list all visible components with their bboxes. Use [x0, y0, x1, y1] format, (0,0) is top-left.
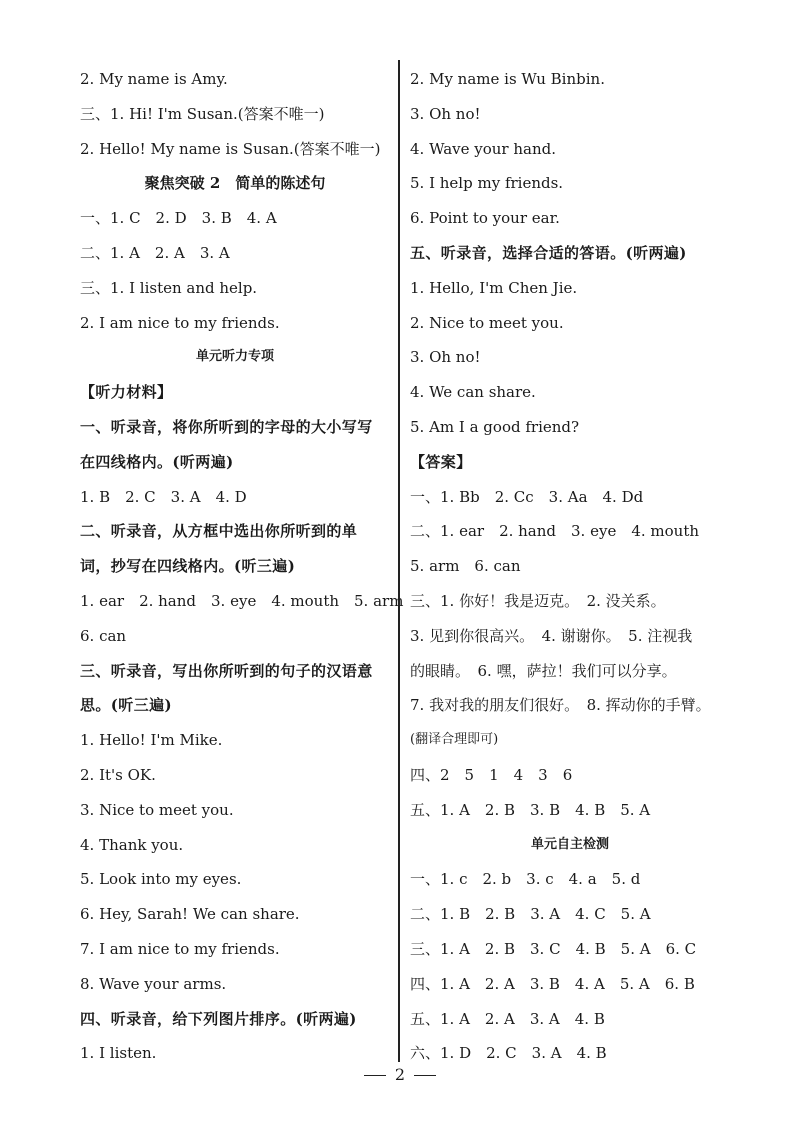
answer-line: 二、1. A 2. A 3. A — [80, 243, 230, 262]
answer-line: 2. Nice to meet you. — [410, 313, 564, 332]
page-number: 2 — [394, 1065, 406, 1084]
answer-line: 5. arm 6. can — [410, 557, 521, 576]
answer-line: 1. B 2. C 3. A 4. D — [80, 487, 247, 506]
answer-line: 5. Am I a good friend? — [410, 417, 580, 436]
question-prompt: 一、听录音，将你所听到的字母的大小写写 — [80, 417, 373, 436]
question-prompt: 词，抄写在四线格内。(听三遍) — [80, 557, 296, 576]
answer-line: 五、1. A 2. B 3. B 4. B 5. A — [410, 800, 651, 819]
answer-line: 1. Hello, I'm Chen Jie. — [410, 278, 578, 297]
answer-line: 五、1. A 2. A 3. A 4. B — [410, 1009, 605, 1028]
column-divider — [398, 60, 400, 1062]
answer-line: 三、1. Hi! I'm Susan.(答案不唯一) — [80, 104, 325, 123]
question-prompt: 【听力材料】 — [80, 383, 173, 402]
question-prompt: 五、听录音，选择合适的答语。(听两遍) — [410, 243, 687, 262]
answer-line: 6. Hey, Sarah! We can share. — [80, 905, 300, 924]
question-prompt: 二、听录音，从方框中选出你所听到的单 — [80, 522, 358, 541]
question-prompt: 三、听录音，写出你所听到的句子的汉语意 — [80, 661, 373, 680]
question-prompt: 在四线格内。(听两遍) — [80, 452, 234, 471]
answer-line: 2. My name is Wu Binbin. — [410, 70, 605, 88]
page-footer — [0, 1062, 800, 1088]
answer-line: 三、1. I listen and help. — [80, 278, 258, 297]
answer-line: 1. ear 2. hand 3. eye 4. mouth 5. arm — [80, 591, 404, 610]
right-column — [410, 62, 730, 1071]
answer-line: 8. Wave your arms. — [80, 974, 227, 993]
answer-line: 4. We can share. — [410, 383, 536, 402]
answer-line: 三、1. 你好！我是迈克。 2. 没关系。 — [410, 591, 666, 610]
answer-line: 3. Oh no! — [410, 104, 481, 123]
answer-line: 三、1. A 2. B 3. C 4. B 5. A 6. C — [410, 939, 697, 958]
answer-line: 4. Wave your hand. — [410, 139, 556, 158]
answer-line: 3. Oh no! — [410, 348, 481, 367]
answer-line: 六、1. D 2. C 3. A 4. B — [410, 1044, 607, 1063]
answer-line: 2. I am nice to my friends. — [80, 313, 280, 332]
footer-dash-right — [414, 1075, 436, 1076]
answer-line: 1. I listen. — [80, 1044, 157, 1063]
question-prompt: 【答案】 — [410, 452, 472, 471]
answer-line: 3. 见到你很高兴。 4. 谢谢你。 5. 注视我 — [410, 626, 693, 645]
answer-line: 4. Thank you. — [80, 835, 184, 854]
answer-line: 1. Hello! I'm Mike. — [80, 731, 223, 750]
answer-line: 的眼睛。 6. 嘿，萨拉！我们可以分享。 — [410, 661, 677, 680]
answer-line: 3. Nice to meet you. — [80, 800, 234, 819]
answer-line: 5. Look into my eyes. — [80, 870, 242, 889]
answer-line: 2. It's OK. — [80, 765, 156, 784]
answer-line: 5. I help my friends. — [410, 174, 564, 193]
question-prompt: 思。(听三遍) — [80, 696, 172, 715]
answer-line: 6. can — [80, 626, 127, 645]
note-line: (翻译合理即可) — [410, 732, 499, 748]
answer-line: 四、2 5 1 4 3 6 — [410, 765, 573, 784]
left-column — [80, 62, 404, 1071]
answer-line: 一、1. C 2. D 3. B 4. A — [80, 209, 277, 228]
answer-line: 一、1. c 2. b 3. c 4. a 5. d — [410, 870, 641, 889]
answer-line: 四、1. A 2. A 3. B 4. A 5. A 6. B — [410, 974, 695, 993]
section-subheading: 单元自主检测 — [530, 836, 609, 852]
answer-line: 7. 我对我的朋友们很好。 8. 挥动你的手臂。 — [410, 696, 711, 715]
answer-line: 6. Point to your ear. — [410, 209, 560, 228]
answer-line: 二、1. ear 2. hand 3. eye 4. mouth — [410, 522, 700, 541]
answer-line: 2. Hello! My name is Susan.(答案不唯一) — [80, 139, 381, 158]
footer-dash-left — [364, 1075, 386, 1076]
answer-line: 7. I am nice to my friends. — [80, 939, 280, 958]
answer-line: 一、1. Bb 2. Cc 3. Aa 4. Dd — [410, 487, 644, 506]
question-prompt: 四、听录音，给下列图片排序。(听两遍) — [80, 1009, 357, 1028]
answer-line: 二、1. B 2. B 3. A 4. C 5. A — [410, 905, 651, 924]
answer-line: 2. My name is Amy. — [80, 70, 228, 88]
section-subheading: 单元听力专项 — [195, 349, 274, 365]
section-heading: 聚焦突破 2 简单的陈述句 — [144, 174, 326, 193]
